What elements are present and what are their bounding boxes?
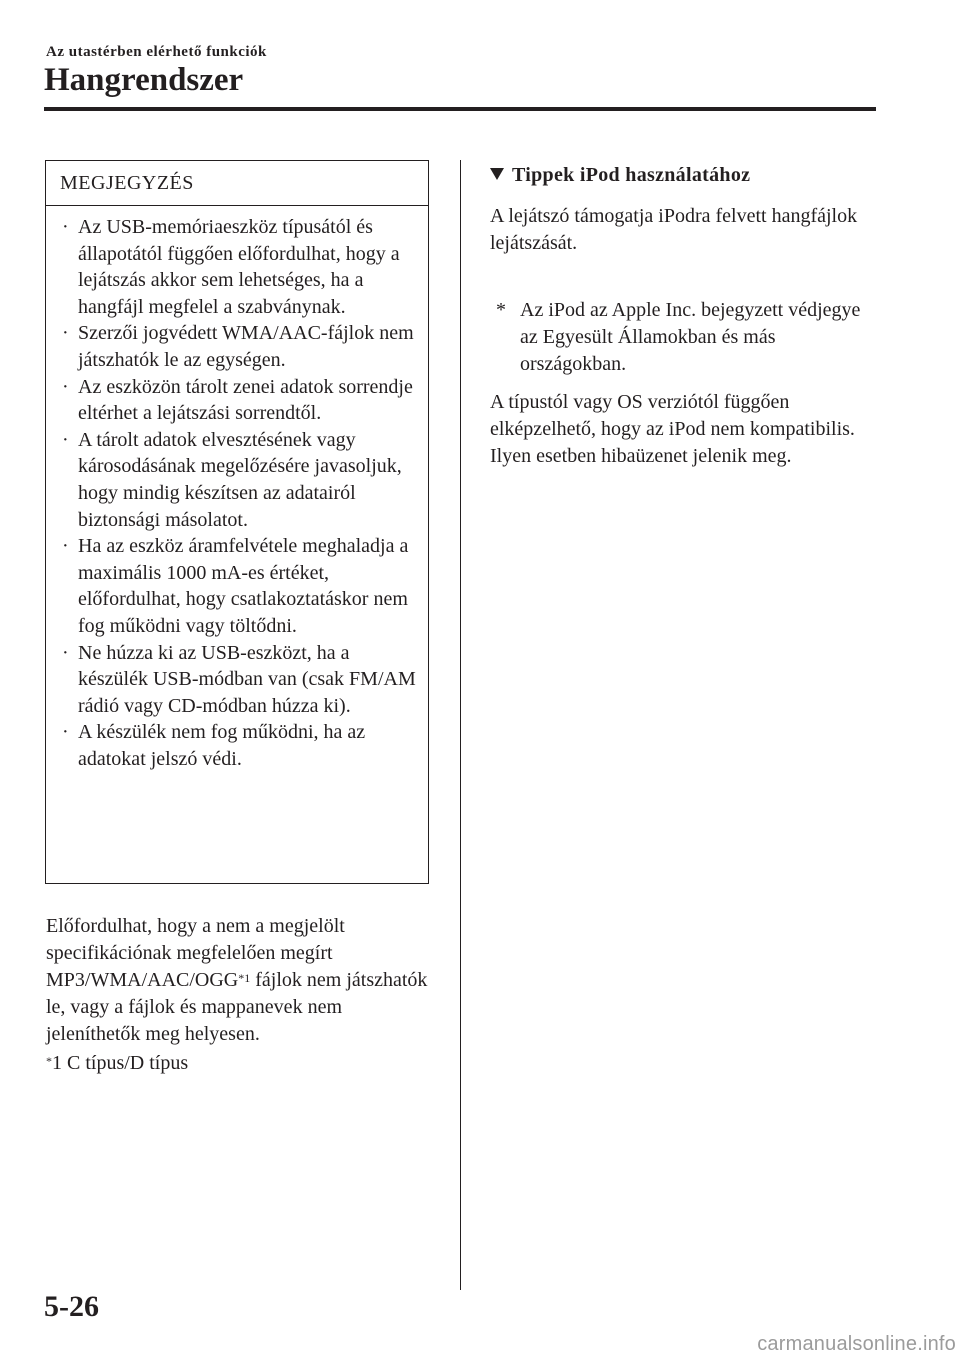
note-item-text: Az eszközön tárolt zenei adatok sorrendje eltérhet a lejátszási sorrendtől. — [78, 375, 413, 425]
paragraph-text: fájlok nem játszhatók le, vagy a fájlok és mappanevek nem jeleníthetők meg helyesen. — [46, 969, 428, 1045]
bullet-icon: · — [62, 535, 69, 558]
page-number: 5-26 — [44, 1290, 99, 1323]
note-item — [46, 719, 428, 772]
note-list — [46, 206, 428, 772]
bullet-icon: · — [62, 322, 69, 345]
note-item — [46, 320, 428, 373]
footnote-reference: *1 — [238, 971, 251, 985]
note-item-text: Az USB-memóriaeszköz típusától és állapotától függően előfordulhat, hogy a lejátszás akkor sem lehetséges, ha a hangfájl megfelel a szabványnak. — [78, 216, 400, 318]
footnote-text: 1 C típus/D típus — [52, 1052, 189, 1074]
footnote-marker: * — [46, 1054, 52, 1068]
note-heading: MEGJEGYZÉS — [46, 161, 428, 206]
page-title: Hangrendszer — [44, 62, 244, 98]
note-item — [46, 427, 428, 533]
bullet-icon: · — [62, 641, 69, 664]
asterisk-icon: * — [496, 299, 506, 321]
subsection-heading-text: Tippek iPod használatához — [512, 164, 751, 186]
note-item-text: Ha az eszköz áramfelvétele meghaladja a maximális 1000 mA-es értéket, előfordulhat, hogy csatlakoztatáskor nem fog működni vagy töltődni. — [78, 535, 409, 637]
note-item-text: Ne húzza ki az USB-eszközt, ha a készülék USB-módban van (csak FM/AM rádió vagy CD-módban húzza ki). — [78, 641, 416, 717]
note-item-text: Szerzői jogvédett WMA/AAC-fájlok nem játszhatók le az egységen. — [78, 322, 414, 371]
title-rule — [44, 107, 876, 111]
paragraph-text: Előfordulhat, hogy a nem a megjelölt specifikációnak megfelelően megírt MP3/WMA/AAC/OGG — [46, 915, 345, 991]
triangle-down-icon — [490, 168, 504, 180]
bullet-icon: · — [62, 216, 69, 238]
trademark-note — [492, 297, 872, 378]
bullet-icon: · — [62, 428, 69, 451]
file-compatibility-paragraph — [46, 913, 436, 1048]
section-label: Az utastérben elérhető funkciók — [46, 44, 267, 60]
note-item — [46, 640, 428, 720]
ipod-compatibility-paragraph: A típustól vagy OS verziótól függően elképzelhető, hogy az iPod nem kompatibilis. Ilyen esetben hibaüzenet jelenik meg. — [490, 391, 855, 467]
note-item — [46, 374, 428, 427]
note-item-text: A készülék nem fog működni, ha az adatokat jelszó védi. — [78, 721, 366, 770]
note-box — [45, 160, 429, 884]
bullet-icon: · — [62, 375, 69, 398]
footnote — [46, 1050, 188, 1077]
note-item — [46, 533, 428, 639]
ipod-intro-paragraph: A lejátszó támogatja iPodra felvett hangfájlok lejátszását. — [490, 205, 858, 254]
watermark: carmanualsonline.info — [757, 1333, 956, 1355]
bullet-icon: · — [62, 721, 69, 744]
subsection-heading — [490, 160, 750, 190]
column-divider — [460, 160, 461, 1290]
note-item-text: A tárolt adatok elvesztésének vagy károsodásának megelőzésére javasoljuk, hogy mindig készítsen az adatairól biztonsági másolatot. — [78, 428, 402, 531]
trademark-text: Az iPod az Apple Inc. bejegyzett védjegye az Egyesült Államokban és más országokban. — [520, 299, 861, 375]
note-item — [46, 214, 428, 320]
